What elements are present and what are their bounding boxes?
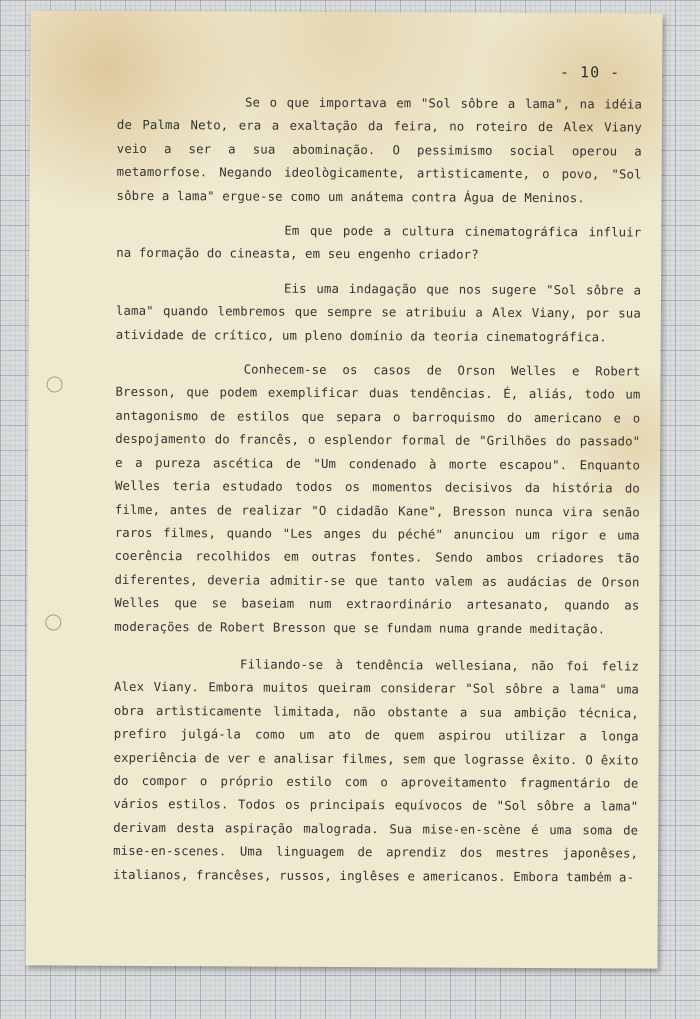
paragraph: Conhecem-se os casos de Orson Welles e Robert Bresson, que podem exemplificar duas tendências. É, aliás, todo um antagonismo de estilos que separa o barroquismo do americano e o despojamento do francês, o esplendor formal de "Grilhões do passado" e a pureza ascética de "Um condenado à morte escapou". Enquanto Welles teria estudado todos os momentos decisivos da história do filme, antes de realizar "O cidadão Kane", Bresson nunca vira senão raros filmes, quando "Les anges du péché" anunciou um rigor e uma coerência recolhidos em outras fontes. Sendo ambos criadores tão diferentes, deveria admitir-se que tanto valem as audácias de Orson Welles que se baseiam num extraordinário artesanato, quando as moderações de Robert Bresson que se fundam numa grande meditação. bbox=[114, 362, 641, 636]
body-text bbox=[113, 91, 642, 901]
paragraph: Eis uma indagação que nos sugere "Sol sôbre a lama" quando lembremos que sempre se atribuiu a Alex Viany, por sua atividade de crítico, um pleno domínio da teoria cinematográfica. bbox=[115, 281, 642, 345]
paragraph: Filiando-se à tendência wellesiana, não foi feliz Alex Viany. Embora muitos queiram considerar "Sol sôbre a lama" uma obra artìsticamente limitada, não obstante a sua ambição técnica, prefiro julgá-la como um ato de quem aspirou utilizar a longa experiência de ver e analisar filmes, sem que lograsse êxito. O êxito do compor o próprio estilo com o aproveitamento fragmentário de vários estilos. Todos os principais equívocos de "Sol sôbre a lama" derivam desta aspiração malograda. Sua mise-en-scène é uma soma de mise-en-scenes. Uma linguagem de aprendiz dos mestres japonêses, italianos, francêses, russos, inglêses e americanos. Embora também a- bbox=[112, 657, 640, 885]
punch-hole bbox=[47, 376, 63, 392]
paragraph: Em que pode a cultura cinematográfica influir na formação do cineasta, em seu engenho criador? bbox=[116, 223, 642, 263]
typewritten-page bbox=[26, 10, 663, 968]
paragraph: Se o que importava em "Sol sôbre a lama", na idéia de Palma Neto, era a exaltação da feira, no roteiro de Alex Viany veio a ser a sua abominação. O pessimismo social operou a metamorfose. Negando ideològicamente, artìsticamente, o povo, "Sol sôbre a lama" ergue-se como um anátema contra Água de Meninos. bbox=[116, 95, 643, 205]
punch-hole bbox=[45, 614, 61, 630]
page-number: - 10 - bbox=[559, 63, 621, 82]
